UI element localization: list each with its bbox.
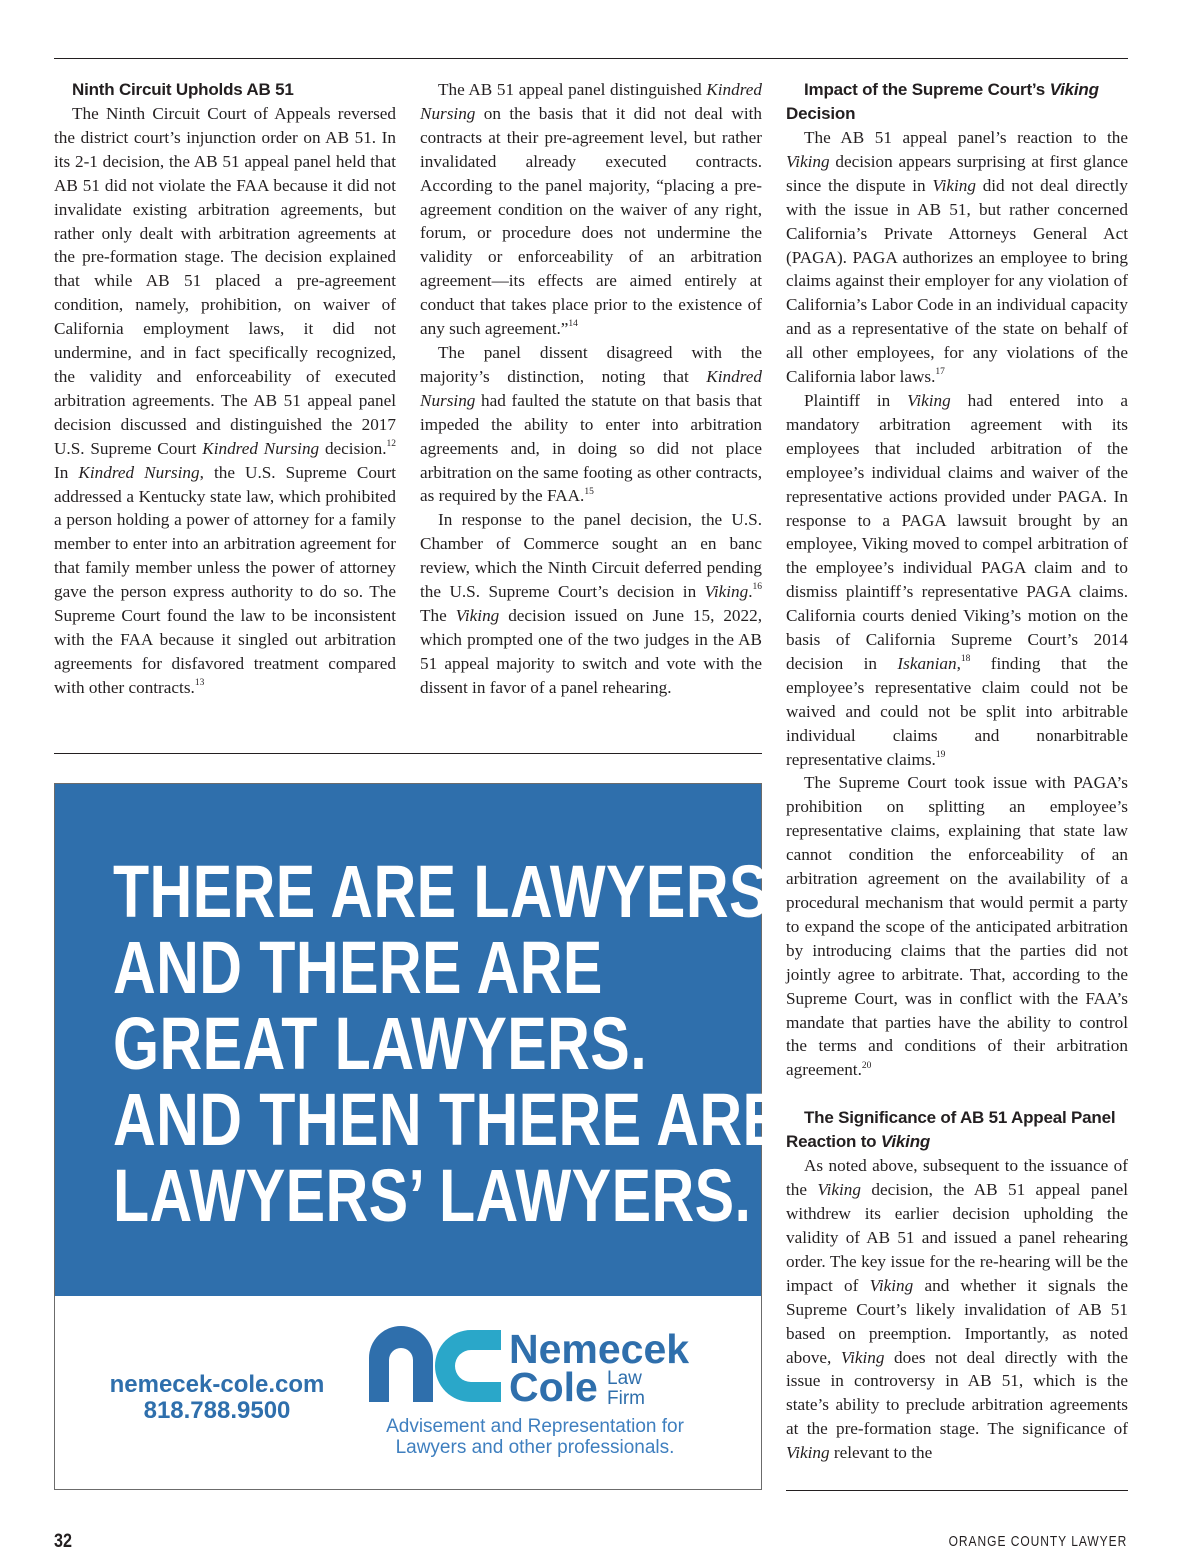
footnote-ref: 14	[568, 319, 578, 330]
ad-headline-line: LAWYERS’ LAWYERS.	[113, 1154, 752, 1237]
paragraph: The Supreme Court took issue with PAGA’s prohibition on splitting an employee’s representative claims, explaining that state law cannot condition the enforceability of an arbitration agreement on the availability of a procedural mechanism that would permit a party to expand the scope of the anticipated arbitration by introducing claims that the parties did not jointly agree to arbitrate. That, according to the Supreme Court, was in conflict with the FAA’s mandate that parties have the ability to control the terms and conditions of their arbitration agreement.$^{20}$	[786, 773, 1128, 1080]
paragraph: As noted above, subsequent to the issuance of the Viking decision, the AB 51 appeal panel withdrew its earlier decision upholding the validity of AB 51 and issued a panel rehearing order. The key issue for the re-hearing will be the impact of Viking and whether it signals the Supreme Court’s likely invalidation of AB 51 based on preemption. Importantly, as noted above, Viking does not deal directly with the issue in controversy in AB 51, which is the state’s ability to preclude arbitration agreements at the pre-formation stage. The significance of Viking relevant to the	[786, 1156, 1128, 1463]
advertisement	[54, 783, 783, 1490]
footnote-ref: 19	[935, 749, 946, 760]
section-heading-ninth-circuit: Ninth Circuit Upholds AB 51	[72, 80, 294, 99]
ad-headline-line: AND THERE ARE	[113, 926, 603, 1009]
top-rule	[54, 58, 1128, 59]
paragraph: The panel dissent disagreed with the majority’s distinction, noting that Kindred Nursing had faulted the statute on that basis that impeded the ability to enter into arbitration agreements and, in doing so did not place arbitration on the same footing as other contracts, as required by the FAA.$^{15}$	[420, 342, 762, 506]
ad-contact	[97, 1372, 337, 1424]
paragraph: The AB 51 appeal panel distinguished Kindred Nursing on the basis that it did not deal with contracts at their pre-agreement level, but rather invalidated already executed contracts. According to the panel majority, “placing a pre-agreement condition on the waiver of any right, forum, or procedure does not undermine the validity or enforceability of an arbitration agreement—its effects are aimed entirely at conduct that takes place prior to the existence of any such agreement.”$^{14}$	[420, 80, 762, 339]
firm-law-firm: Law Firm	[607, 1368, 645, 1409]
paragraph: In response to the panel decision, the U.S. Chamber of Commerce sought an en banc review, which the Ninth Circuit deferred pending the U.S. Supreme Court’s decision in Viking.$^{16}$ The Viking decision issued on June 15, 2022, which prompted one of the two judges in the AB 51 appeal majority to switch and vote with the dissent in favor of a panel rehearing.	[420, 510, 762, 697]
footnote-ref: 18	[960, 654, 971, 665]
footnote-ref: 12	[386, 438, 397, 449]
footnote-ref: 20	[861, 1060, 872, 1071]
ad-separator-rule	[54, 753, 762, 754]
paragraph: Plaintiff in Viking had entered into a mandatory arbitration agreement with its employees that included arbitration of the employee’s individual claims and waiver of the representative actions provided under PAGA. In response to a PAGA lawsuit brought by an employee, Viking moved to compel arbitration of the employee’s individual PAGA claim and to dismiss plaintiff’s representative PAGA claims. California courts denied Viking’s motion on the basis of California Supreme Court’s 2014 decision in Iskanian,$^{18}$ finding that the employee’s representative claim could not be waived and could not be split into arbitrable individual claims and nonarbitrable representative claims.$^{19}$	[786, 390, 1128, 769]
ad-headline-panel	[55, 784, 783, 1296]
ad-headline-line: AND THEN THERE ARE	[113, 1078, 783, 1161]
ad-headline-line: THERE ARE LAWYERS	[113, 850, 769, 933]
page-number: 32	[54, 1531, 72, 1552]
column-1	[54, 78, 396, 700]
column-3	[786, 78, 1128, 1465]
publication-name: ORANGE COUNTY LAWYER	[948, 1533, 1127, 1550]
footnote-ref: 16	[752, 582, 762, 593]
ad-phone[interactable]: 818.788.9500	[143, 1397, 291, 1424]
column-2	[420, 78, 762, 700]
ad-headline-line: GREAT LAWYERS.	[113, 1002, 648, 1085]
nc-logo-icon	[367, 1324, 507, 1404]
footnote-ref: 15	[584, 486, 594, 497]
footnote-ref: 17	[935, 367, 945, 378]
ad-tagline: Advisement and Representation for Lawyers and other professionals.	[386, 1416, 684, 1458]
ad-website[interactable]: nemecek-cole.com	[109, 1371, 325, 1398]
paragraph: The Ninth Circuit Court of Appeals reversed the district court’s injunction order on AB 51. In its 2-1 decision, the AB 51 appeal panel held that AB 51 did not violate the FAA because it did not invalidate existing arbitration agreements, but rather only dealt with arbitration agreements at the pre-formation stage. The decision explained that while AB 51 placed a pre-agreement condition, namely, prohibition, on waiver of California employment laws, it did not undermine, and in fact specifically recognized, the validity and enforceability of executed arbitration agreements. The AB 51 appeal panel decision discussed and distinguished the 2017 U.S. Supreme Court Kindred Nursing decision.$^{12}$ In Kindred Nursing, the U.S. Supreme Court addressed a Kentucky state law, which prohibited a person holding a power of attorney for a family member to enter into an arbitration agreement for that family member unless the power of attorney gave the person express authority to do so. The Supreme Court found the law to be inconsistent with the FAA because it singled out arbitration agreements for disfavored treatment compared with other contracts.$^{13}$	[54, 104, 397, 697]
footnote-ref: 13	[194, 678, 205, 689]
section-heading-significance: The Significance of AB 51 Appeal Panel Reaction to Viking	[786, 1108, 1116, 1152]
footer-rule	[786, 1490, 1128, 1491]
paragraph: The AB 51 appeal panel’s reaction to the Viking decision appears surprising at first glance since the dispute in Viking did not deal directly with the issue in AB 51, but rather concerned California’s Private Attorneys General Act (PAGA). PAGA authorizes an employee to bring claims against their employer for any violation of California’s Labor Code in an individual capacity and as a representative of the state on behalf of all other employees, for any violations of the California labor laws.$^{17}$	[786, 128, 1128, 387]
section-heading-impact: Impact of the Supreme Court’s Viking Decision	[786, 80, 1099, 123]
firm-name: Nemecek Cole	[509, 1326, 690, 1410]
